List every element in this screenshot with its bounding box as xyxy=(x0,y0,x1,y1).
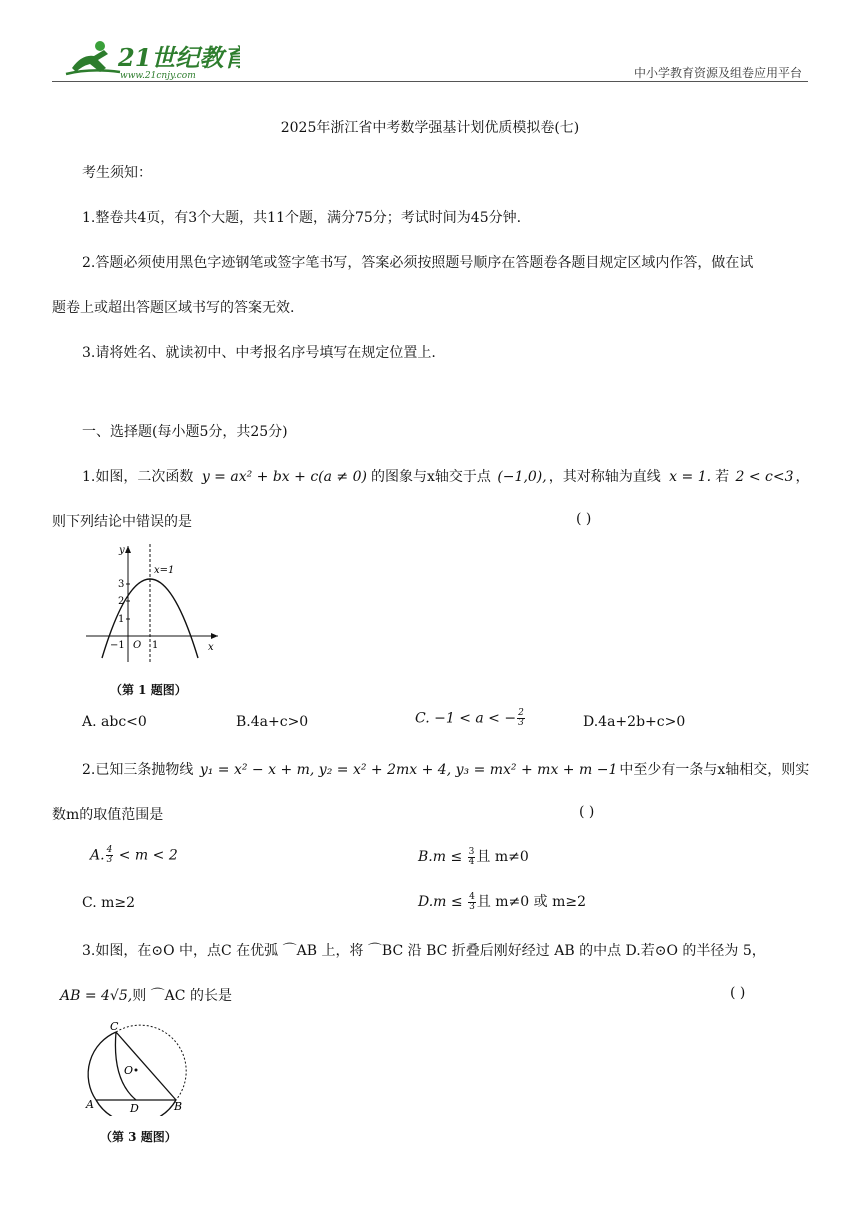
runner-logo-icon xyxy=(66,41,120,74)
notice-item-3: 3.请将姓名、就读初中、中考报名序号填写在规定位置上. xyxy=(82,345,436,361)
notice-item-2-line1: 2.答题必须使用黑色字迹钢笔或签字笔书写，答案必须按照题号顺序在答题卷各题目规定区域内作答，做在试 xyxy=(82,255,754,271)
notice-item-1: 1.整卷共4页，有3个大题，共11个题，满分75分；考试时间为45分钟. xyxy=(82,210,522,226)
q2-option-a-num: 4 xyxy=(106,845,113,855)
q1-option-c xyxy=(415,709,526,728)
label-a: A xyxy=(86,1098,94,1111)
section-1-heading: 一、选择题(每小题5分，共25分) xyxy=(82,424,288,440)
q3-line2 xyxy=(60,985,232,1005)
q2-option-d-fraction xyxy=(468,893,476,912)
circle-arc-solid xyxy=(88,1032,116,1100)
q1-text-d: 若 xyxy=(715,469,730,485)
q1-answer-blank: ( ) xyxy=(576,511,592,527)
q2-text-b: 中至少有一条与x轴相交，则实 xyxy=(619,762,810,778)
q2-line2: 数m的取值范围是 xyxy=(52,807,164,823)
q2-line1 xyxy=(82,759,809,779)
q2-text-a: 2.已知三条抛物线 xyxy=(82,762,194,778)
q1-parabola-figure xyxy=(86,540,221,670)
q2-option-d-suffix: 且 m≠0 或 m≥2 xyxy=(476,894,587,910)
q1-option-c-fraction xyxy=(517,709,525,728)
header-divider xyxy=(52,81,808,82)
q1-text-e: ， xyxy=(795,469,810,485)
center-o-dot xyxy=(135,1069,138,1072)
q1-option-d: D.4a+2b+c>0 xyxy=(583,714,686,730)
q2-option-b-prefix: B.m ≤ xyxy=(418,849,467,865)
label-d: D xyxy=(130,1102,139,1115)
origin-label: O xyxy=(133,640,142,651)
label-b: B xyxy=(174,1100,183,1113)
site-logo xyxy=(60,38,240,82)
q2-option-b-num: 3 xyxy=(468,846,475,857)
q1-point: (−1,0), xyxy=(497,469,547,485)
q1-option-c-den: 3 xyxy=(518,718,524,728)
q1-text-a: 1.如图，二次函数 xyxy=(82,469,194,485)
logo-url: www.21cnjy.com xyxy=(120,71,196,81)
q2-option-d-prefix: D.m ≤ xyxy=(418,894,468,910)
q1-text-b: 的图象与x轴交于点 xyxy=(370,469,491,485)
q1-line2: 则下列结论中错误的是 xyxy=(52,514,192,530)
q3-figure-caption: （第 3 题图） xyxy=(100,1130,177,1144)
q1-condition: 2 < c<3 xyxy=(735,469,794,485)
y-axis-arrow xyxy=(125,546,131,553)
q3-circle-figure xyxy=(82,1018,188,1116)
q1-option-b: B.4a+c>0 xyxy=(236,714,309,730)
x-tick-label-neg1: −1 xyxy=(110,640,125,651)
x-tick-label-1: 1 xyxy=(152,640,159,651)
q2-option-b-den: 4 xyxy=(468,856,475,867)
q2-option-a-suffix: < m < 2 xyxy=(114,847,178,864)
q1-option-a: A. abc<0 xyxy=(82,714,147,730)
q2-option-a xyxy=(90,846,178,865)
q1-formula: y = ax² + bx + c(a ≠ 0) xyxy=(201,469,367,485)
q2-option-d xyxy=(418,891,586,912)
q3-text-b: 则 ⌒AC 的长是 xyxy=(132,988,232,1004)
q2-formula: y₁ = x² − x + m, y₂ = x² + 2mx + 4, y₃ = mx² + mx + m −1 xyxy=(199,762,618,778)
q3-line1: 3.如图，在⊙O 中，点C 在优弧 ⌒AB 上，将 ⌒BC 沿 BC 折叠后刚好经过 AB 的中点 D.若⊙O 的半径为 5， xyxy=(82,943,766,959)
y-tick-label-1: 1 xyxy=(118,614,125,625)
y-axis-label: y xyxy=(119,545,125,556)
logo-text: 21世纪教育 xyxy=(118,43,240,72)
x-axis-label: x xyxy=(208,642,214,653)
q2-option-b-suffix: 且 m≠0 xyxy=(476,849,529,865)
y-tick-label-2: 2 xyxy=(118,596,125,607)
q1-line1 xyxy=(82,466,810,486)
q2-answer-blank: ( ) xyxy=(579,804,595,820)
q2-option-c: C. m≥2 xyxy=(82,895,136,911)
q2-option-a-den: 3 xyxy=(106,855,113,865)
q2-option-a-fraction xyxy=(106,846,114,865)
q2-option-b-fraction xyxy=(468,848,476,867)
q1-option-c-prefix: C. −1 < a < − xyxy=(415,710,517,727)
label-c: C xyxy=(110,1020,119,1033)
q1-figure-caption: （第 1 题图） xyxy=(110,683,187,697)
q2-option-b xyxy=(418,846,529,867)
q2-option-a-prefix: A. xyxy=(90,847,105,864)
q3-answer-blank: ( ) xyxy=(730,985,746,1001)
q1-axis: x = 1. xyxy=(669,469,712,485)
q2-option-d-num: 4 xyxy=(469,891,475,902)
q1-option-c-num: 2 xyxy=(518,708,524,718)
q1-text-c: ，其对称轴为直线 xyxy=(548,469,661,485)
exam-title: 2025年浙江省中考数学强基计划优质模拟卷(七) xyxy=(280,120,580,136)
label-o: O xyxy=(124,1064,134,1077)
notice-item-2-line2: 题卷上或超出答题区域书写的答案无效. xyxy=(52,300,295,316)
notice-heading: 考生须知： xyxy=(82,165,152,181)
x-axis-arrow xyxy=(211,633,218,639)
q2-option-d-den: 3 xyxy=(469,901,475,912)
y-tick-label-3: 3 xyxy=(118,579,125,590)
q3-ab-formula: AB = 4√5, xyxy=(60,988,133,1004)
symmetry-axis-label: x=1 xyxy=(154,565,175,576)
header-platform-text: 中小学教育资源及组卷应用平台 xyxy=(633,66,802,80)
